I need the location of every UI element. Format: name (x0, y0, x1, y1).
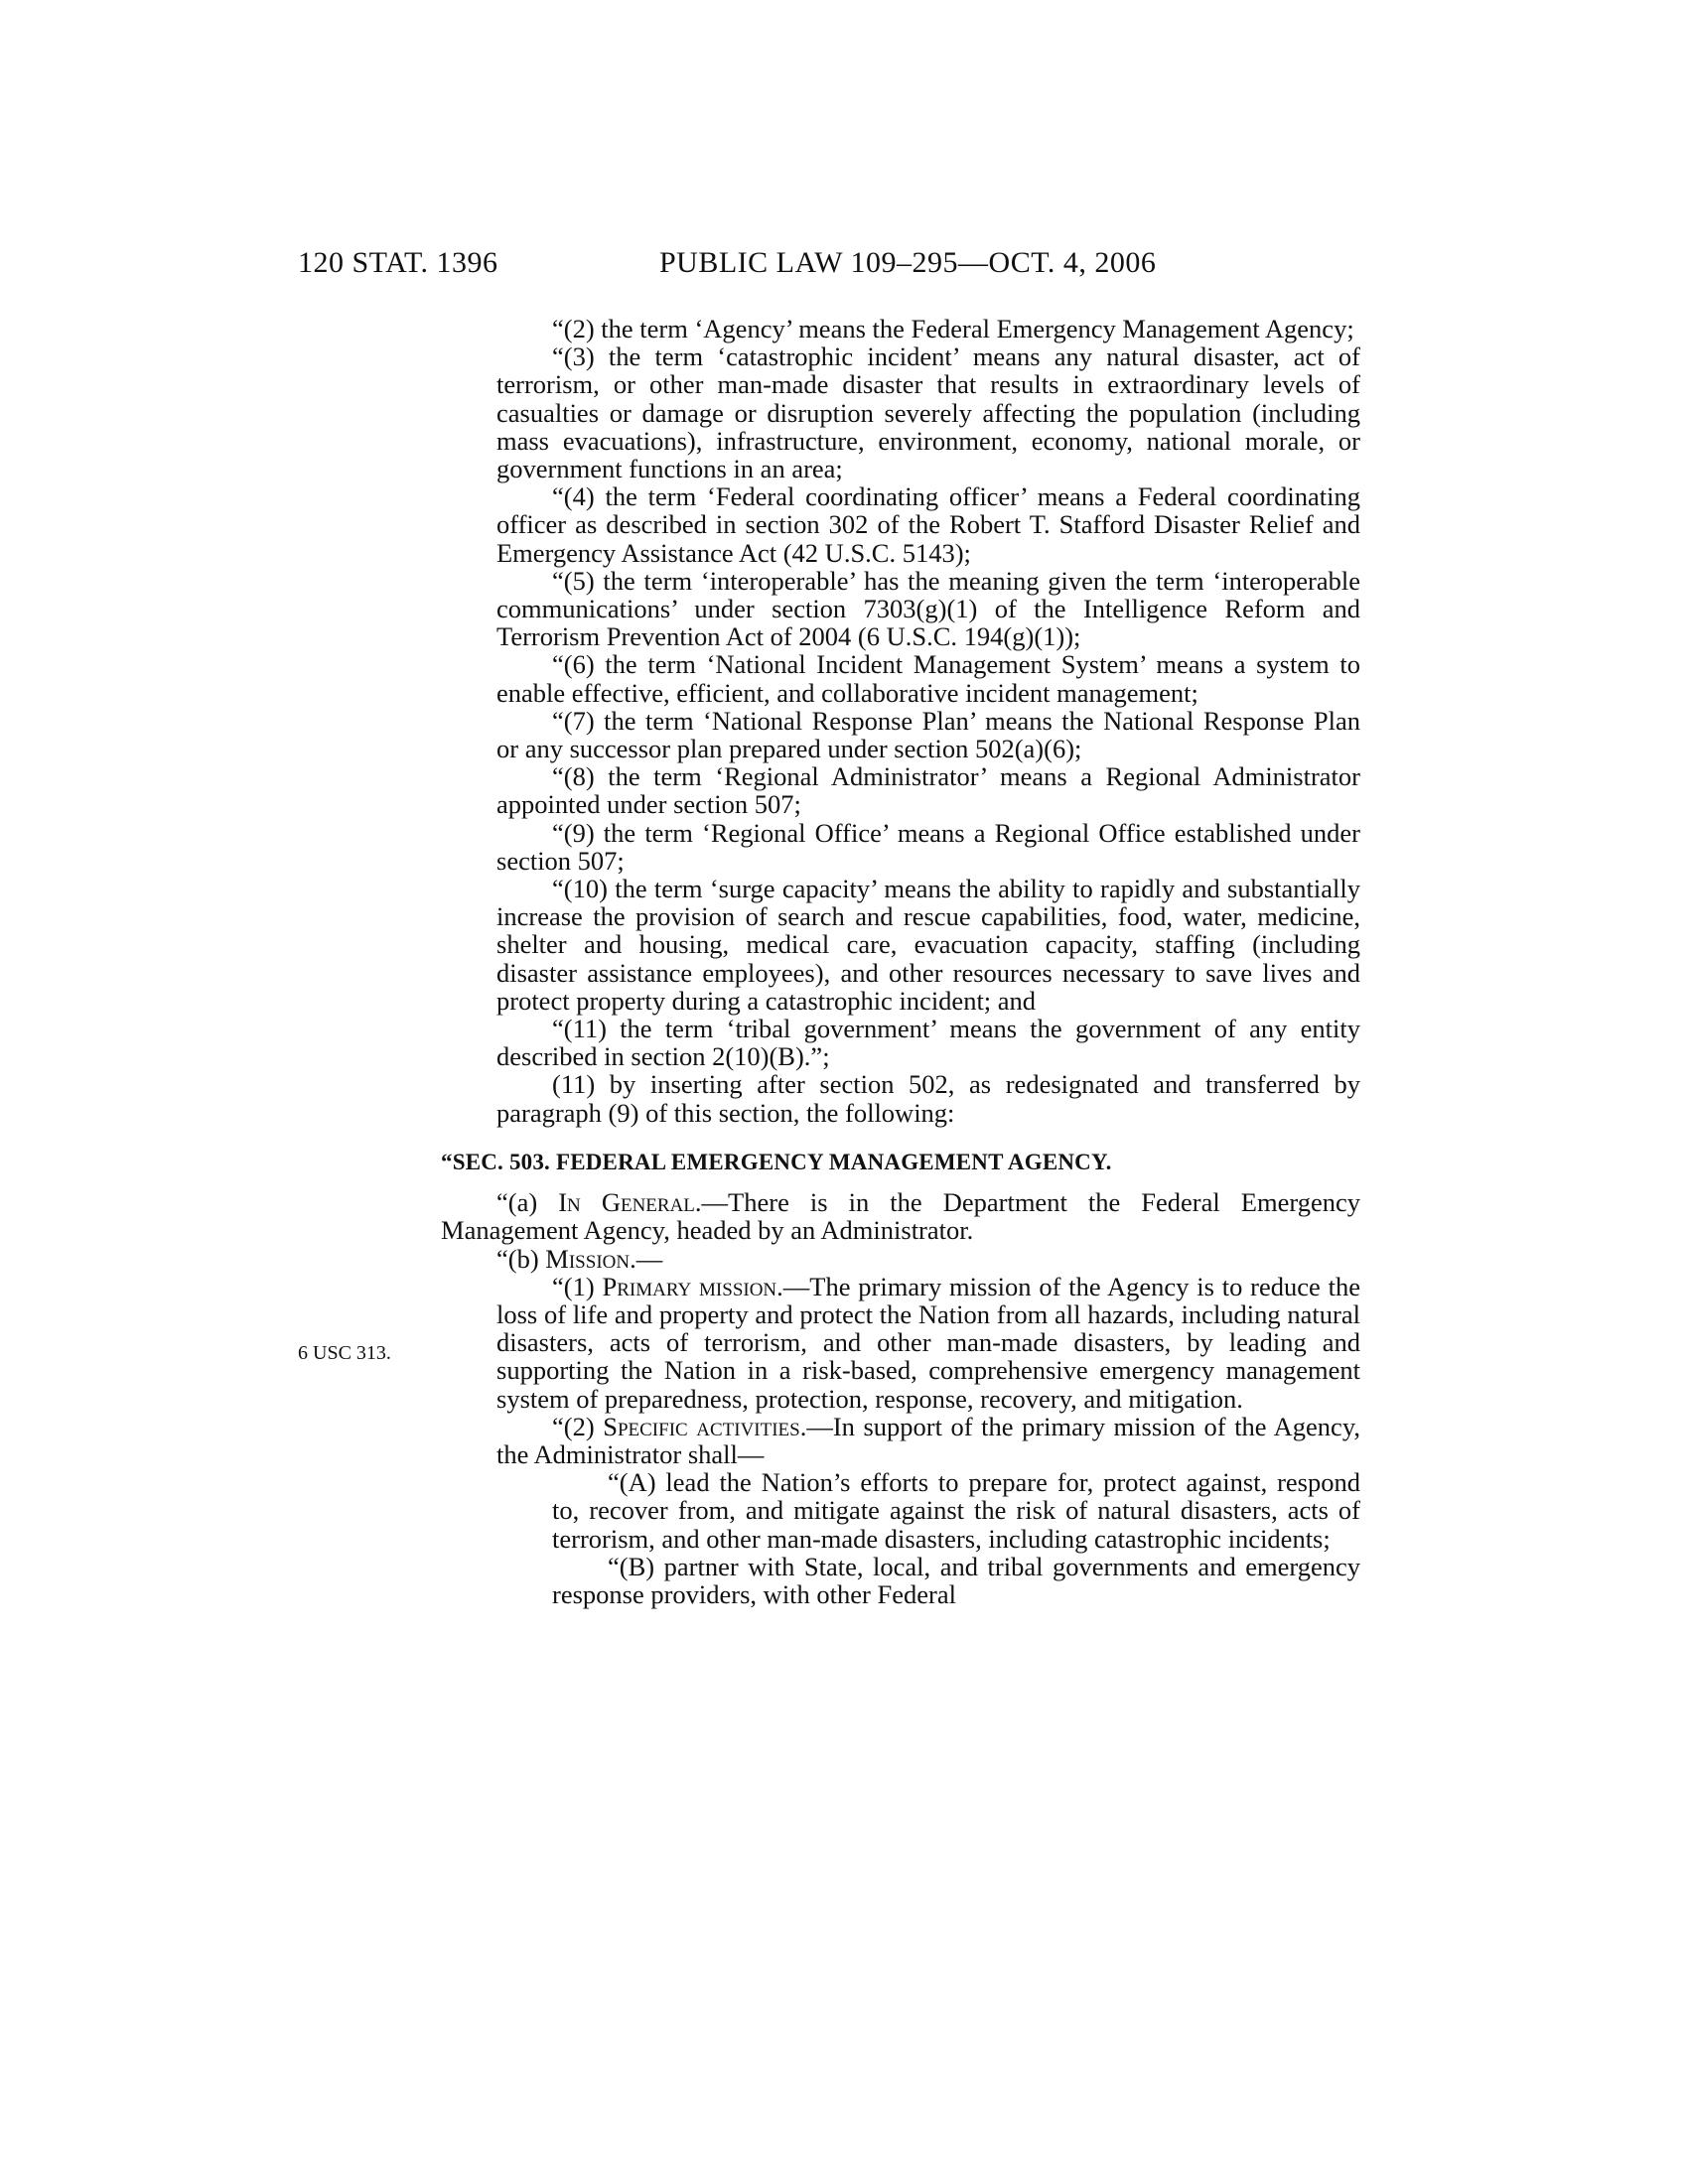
paragraph-b1-text: —The primary mission of the Agency is to reduce the loss of life and property and protect the Nation from all hazards, including natural disasters, acts of terrorism, and other man-made disasters, by leading and supporting the Nation in a risk-based, comprehensive emergency management system of preparedness, protection, response, recovery, and mitigation. (496, 1271, 1360, 1414)
definition-10: “(10) the term ‘surge capacity’ means the ability to rapidly and substantially increase the provision of search and rescue capabilities, food, water, medicine, shelter and housing, medical care, evacuation capacity, staffing (including disaster assistance employees), and other resources necessary to save lives and protect property during a catastrophic incident; and (496, 874, 1360, 1016)
definition-11: “(11) the term ‘tribal government’ means the government of any entity described in section 2(10)(B).”; (496, 1014, 1360, 1072)
definition-6: “(6) the term ‘National Incident Management System’ means a system to enable effective, efficient, and collaborative incident management; (496, 649, 1360, 708)
subsection-a-lead: “(a) (496, 1187, 559, 1218)
subsection-b (441, 1245, 1360, 1273)
item-b: “(B) partner with State, local, and tribal governments and emergency response providers, with other Federal (552, 1551, 1360, 1609)
paragraph-b2-lead: “(2) (552, 1411, 604, 1441)
subsection-a (441, 1188, 1360, 1244)
paragraph-b2-text: —In support of the primary mission of the Agency, the Administrator shall— (496, 1411, 1360, 1469)
definition-4: “(4) the term ‘Federal coordinating officer’ means a Federal coordinating officer as described in section 302 of the Robert T. Stafford Disaster Relief and Emergency Assistance Act (42 U.S.C. 5143); (496, 481, 1360, 568)
item-a: “(A) lead the Nation’s efforts to prepare for, protect against, respond to, recover from, and mitigate against the risk of natural disasters, acts of terrorism, and other man-made disasters, including catastrophic incidents; (552, 1467, 1360, 1554)
definition-8: “(8) the term ‘Regional Administrator’ means a Regional Administrator appointed under section 507; (496, 761, 1360, 820)
amendment-instruction: (11) by inserting after section 502, as redesignated and transferred by paragraph (9) of this section, the following: (496, 1069, 1360, 1128)
definition-9: “(9) the term ‘Regional Office’ means a Regional Office established under section 507; (496, 817, 1360, 876)
paragraph-b2-caption: Specific activities. (603, 1411, 807, 1441)
margin-note-usc: 6 USC 313. (298, 1342, 391, 1364)
stat-citation: 120 STAT. 1396 (298, 246, 498, 279)
subsection-b-caption: Mission. (545, 1243, 636, 1274)
definition-3: “(3) the term ‘catastrophic incident’ means any natural disaster, act of terrorism, or other man-made disaster that results in extraordinary levels of casualties or damage or disruption severely affecting the population (including mass evacuations), infrastructure, environment, economy, national morale, or government functions in an area; (496, 341, 1360, 484)
definition-2: “(2) the term ‘Agency’ means the Federal Emergency Management Agency; (552, 314, 1354, 343)
subsection-a-text: —There is in the Department the Federal Emergency Management Agency, headed by an Administrator. (441, 1187, 1360, 1246)
page-body (441, 314, 1360, 1609)
definition-5: “(5) the term ‘interoperable’ has the meaning given the term ‘interoperable communications’ under section 7303(g)(1) of the Intelligence Reform and Terrorism Prevention Act of 2004 (6 U.S.C. 194(g)(1)); (496, 565, 1360, 652)
running-header: PUBLIC LAW 109–295—OCT. 4, 2006 (659, 246, 1157, 279)
paragraph-b1 (496, 1273, 1360, 1413)
subsection-a-caption: In General. (558, 1187, 702, 1218)
paragraph-b2 (496, 1413, 1360, 1468)
definition-7: “(7) the term ‘National Response Plan’ means the National Response Plan or any successor plan prepared under section 502(a)(6); (496, 705, 1360, 764)
subsection-b-lead: “(b) (496, 1243, 546, 1274)
subsection-b-text: — (635, 1243, 663, 1274)
paragraph-b1-caption: Primary mission. (602, 1271, 783, 1301)
paragraph-b1-lead: “(1) (552, 1271, 603, 1301)
section-heading: “SEC. 503. FEDERAL EMERGENCY MANAGEMENT AGENCY. (441, 1149, 1112, 1174)
